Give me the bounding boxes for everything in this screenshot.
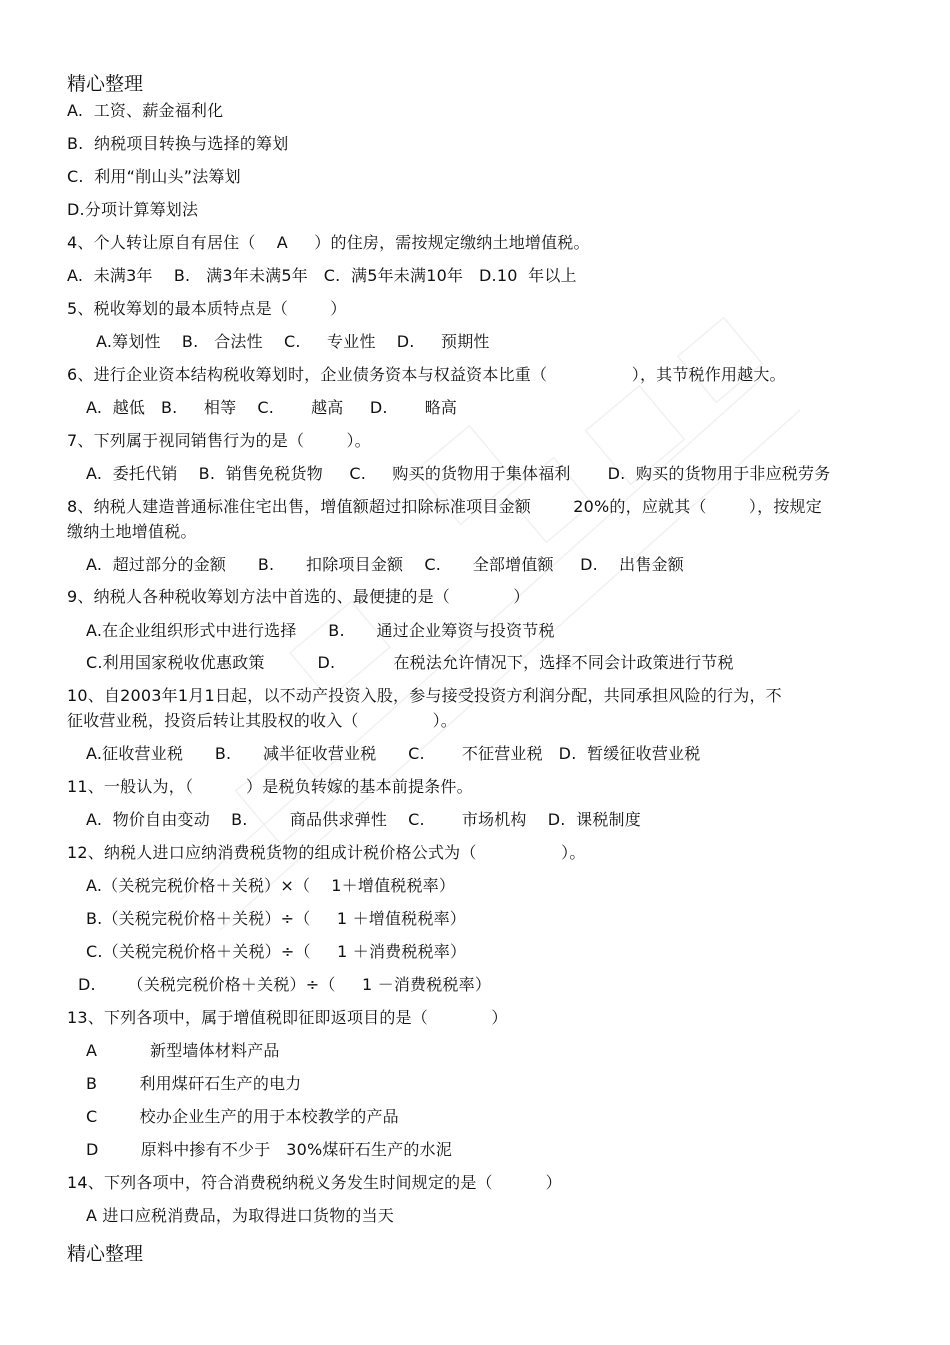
text-line: A. 超过部分的金额 B. 扣除项目金额 C. 全部增值额 D. 出售金额 (86, 555, 684, 574)
text-line: C. 利用“削山头”法筹划 (67, 167, 241, 186)
text-line: 12、纳税人进口应纳消费税货物的组成计税价格公式为（ ）。 (67, 843, 586, 862)
text-line: 4、个人转让原自有居住（ A ）的住房，需按规定缴纳土地增值税。 (67, 233, 590, 252)
text-line: A 新型墙体材料产品 (86, 1041, 280, 1060)
text-line: A. 委托代销 B. 销售免税货物 C. 购买的货物用于集体福利 D. 购买的货物用于非应税劳务 (86, 464, 831, 483)
text-line: 10、自2003年1月1日起，以不动产投资入股，参与接受投资方利润分配，共同承担风险的行为，不 (67, 686, 782, 705)
text-line: A.征收营业税 B. 减半征收营业税 C. 不征营业税 D. 暂缓征收营业税 (86, 744, 701, 763)
text-line: A.（关税完税价格＋关税）×（ 1＋增值税税率） (86, 876, 456, 895)
text-line: D.分项计算筹划法 (67, 200, 199, 219)
text-line: 征收营业税，投资后转让其股权的收入（ ）。 (67, 711, 458, 730)
text-line: A 进口应税消费品，为取得进口货物的当天 (86, 1206, 395, 1225)
text-line: A. 越低 B. 相等 C. 越高 D. 略高 (86, 398, 458, 417)
text-line: 9、纳税人各种税收筹划方法中首选的、最便捷的是（ ） (67, 587, 530, 606)
text-line: C.利用国家税收优惠政策 D. 在税法允许情况下，选择不同会计政策进行节税 (86, 653, 734, 672)
text-line: A.在企业组织形式中进行选择 B. 通过企业筹资与投资节税 (86, 621, 555, 640)
text-line: 8、纳税人建造普通标准住宅出售，增值额超过扣除标准项目金额 20%的，应就其（ ），按规定 (67, 497, 822, 516)
text-line: B 利用煤矸石生产的电力 (86, 1074, 302, 1093)
text-line: 11、一般认为，（ ）是税负转嫁的基本前提条件。 (67, 777, 473, 796)
text-line: 7、下列属于视同销售行为的是（ ）。 (67, 431, 371, 450)
header-label: 精心整理 (67, 73, 144, 95)
text-line: 5、税收筹划的最本质特点是（ ） (67, 299, 347, 318)
text-line: A. 未满3年 B. 满3年未满5年 C. 满5年未满10年 D.10 年以上 (67, 266, 577, 285)
text-line: D. （关税完税价格＋关税）÷（ 1 －消费税税率） (78, 975, 492, 994)
text-line: 14、下列各项中，符合消费税纳税义务发生时间规定的是（ ） (67, 1173, 562, 1192)
text-line: A. 物价自由变动 B. 商品供求弹性 C. 市场机构 D. 课税制度 (86, 810, 641, 829)
text-line: A.筹划性 B. 合法性 C. 专业性 D. 预期性 (96, 332, 490, 351)
footer-label: 精心整理 (67, 1243, 144, 1265)
text-line: A. 工资、薪金福利化 (67, 101, 224, 120)
text-line: 13、下列各项中，属于增值税即征即返项目的是（ ） (67, 1008, 508, 1027)
text-line: C.（关税完税价格＋关税）÷（ 1 ＋消费税税率） (86, 942, 467, 961)
text-line: 6、进行企业资本结构税收筹划时，企业债务资本与权益资本比重（ ），其节税作用越大。 (67, 365, 786, 384)
text-line: C 校办企业生产的用于本校教学的产品 (86, 1107, 399, 1126)
text-line: B.（关税完税价格＋关税）÷（ 1 ＋增值税税率） (86, 909, 466, 928)
text-line: D 原料中掺有不少于 30%煤矸石生产的水泥 (86, 1140, 453, 1159)
text-line: B. 纳税项目转换与选择的筹划 (67, 134, 289, 153)
text-line: 缴纳土地增值税。 (67, 522, 197, 541)
